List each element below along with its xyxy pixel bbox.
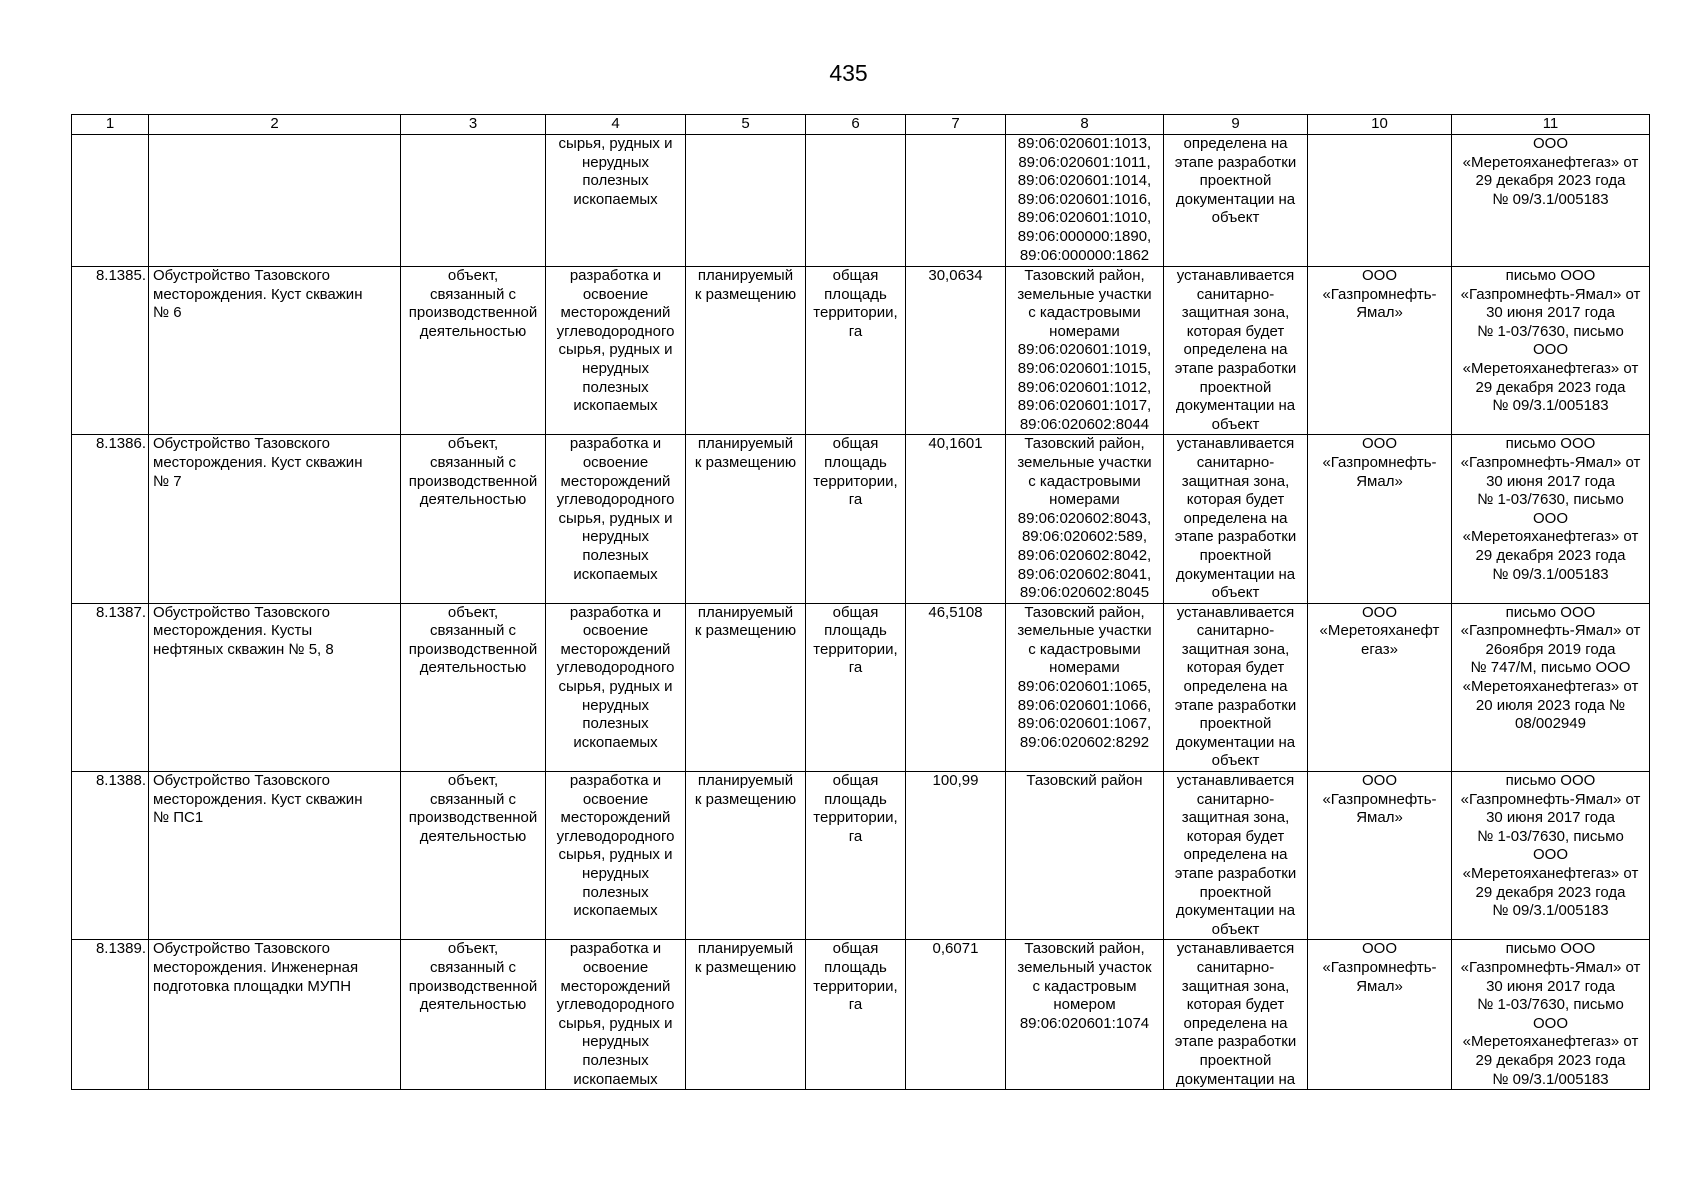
cell-location: Тазовский район, земельные участки с кадастровыми номерами 89:06:020601:1019, 89:06:020601:1015, 89:06:020601:1012, 89:06:020601:1017, 89:06:020602:8044 xyxy=(1006,267,1164,435)
cell-characteristic: общая площадь территории, га xyxy=(806,940,906,1090)
cell-characteristic xyxy=(806,135,906,267)
cell-characteristic: общая площадь территории, га xyxy=(806,267,906,435)
cell-value: 40,1601 xyxy=(906,435,1006,603)
cell-location: Тазовский район, земельный участок с кадастровым номером 89:06:020601:1074 xyxy=(1006,940,1164,1090)
cell-value: 30,0634 xyxy=(906,267,1006,435)
cell-basis: письмо ООО «Газпромнефть-Ямал» от 30 июня 2017 года № 1-03/7630, письмо ООО «Меретояханефтегаз» от 29 декабря 2023 года № 09/3.1/005183 xyxy=(1452,772,1650,940)
cell-basis: письмо ООО «Газпромнефть-Ямал» от 30 июня 2017 года № 1-03/7630, письмо ООО «Меретояханефтегаз» от 29 декабря 2023 года № 09/3.1/005183 xyxy=(1452,267,1650,435)
cell-zone: устанавливается санитарно- защитная зона, которая будет определена на этапе разработки проектной документации на xyxy=(1164,940,1308,1090)
register-table xyxy=(71,114,1650,1090)
cell-number: 8.1389. xyxy=(72,940,149,1090)
cell-zone: устанавливается санитарно- защитная зона, которая будет определена на этапе разработки проектной документации на объект xyxy=(1164,772,1308,940)
cell-zone: устанавливается санитарно- защитная зона, которая будет определена на этапе разработки проектной документации на объект xyxy=(1164,435,1308,603)
cell-object-type: объект, связанный с производственной деятельностью xyxy=(401,435,546,603)
cell-purpose: сырья, рудных и нерудных полезных ископаемых xyxy=(546,135,686,267)
table-row-continuation xyxy=(72,135,1650,267)
column-number-header-row xyxy=(72,115,1650,135)
cell-status: планируемый к размещению xyxy=(686,603,806,771)
cell-status: планируемый к размещению xyxy=(686,435,806,603)
cell-organization: ООО «Меретояханефт егаз» xyxy=(1308,603,1452,771)
cell-object-name: Обустройство Тазовского месторождения. Куст скважин № 6 xyxy=(149,267,401,435)
table-row xyxy=(72,940,1650,1090)
cell-basis: письмо ООО «Газпромнефть-Ямал» от 26оября 2019 года № 747/М, письмо ООО «Меретояханефтегаз» от 20 июля 2023 года № 08/002949 xyxy=(1452,603,1650,771)
cell-value: 46,5108 xyxy=(906,603,1006,771)
cell-number: 8.1386. xyxy=(72,435,149,603)
cell-organization: ООО «Газпромнефть- Ямал» xyxy=(1308,772,1452,940)
cell-status: планируемый к размещению xyxy=(686,267,806,435)
cell-value: 0,6071 xyxy=(906,940,1006,1090)
column-header: 6 xyxy=(806,115,906,135)
column-header: 1 xyxy=(72,115,149,135)
cell-value xyxy=(906,135,1006,267)
cell-status: планируемый к размещению xyxy=(686,772,806,940)
cell-number: 8.1385. xyxy=(72,267,149,435)
cell-organization: ООО «Газпромнефть- Ямал» xyxy=(1308,435,1452,603)
column-header: 4 xyxy=(546,115,686,135)
cell-organization xyxy=(1308,135,1452,267)
cell-organization: ООО «Газпромнефть- Ямал» xyxy=(1308,940,1452,1090)
cell-purpose: разработка и освоение месторождений углеводородного сырья, рудных и нерудных полезных ископаемых xyxy=(546,603,686,771)
cell-object-type xyxy=(401,135,546,267)
cell-zone: устанавливается санитарно- защитная зона, которая будет определена на этапе разработки проектной документации на объект xyxy=(1164,603,1308,771)
cell-zone: определена на этапе разработки проектной документации на объект xyxy=(1164,135,1308,267)
cell-object-name: Обустройство Тазовского месторождения. Инженерная подготовка площадки МУПН xyxy=(149,940,401,1090)
table-row xyxy=(72,772,1650,940)
column-header: 7 xyxy=(906,115,1006,135)
page-number: 435 xyxy=(829,60,868,86)
cell-object-name: Обустройство Тазовского месторождения. Куст скважин № 7 xyxy=(149,435,401,603)
cell-location: Тазовский район, земельные участки с кадастровыми номерами 89:06:020602:8043, 89:06:020602:589, 89:06:020602:8042, 89:06:020602:8041, 89:06:020602:8045 xyxy=(1006,435,1164,603)
cell-object-type: объект, связанный с производственной деятельностью xyxy=(401,603,546,771)
table-row xyxy=(72,603,1650,771)
cell-characteristic: общая площадь территории, га xyxy=(806,772,906,940)
cell-location: Тазовский район xyxy=(1006,772,1164,940)
cell-value: 100,99 xyxy=(906,772,1006,940)
cell-basis: письмо ООО «Газпромнефть-Ямал» от 30 июня 2017 года № 1-03/7630, письмо ООО «Меретояханефтегаз» от 29 декабря 2023 года № 09/3.1/005183 xyxy=(1452,940,1650,1090)
cell-number: 8.1388. xyxy=(72,772,149,940)
cell-status: планируемый к размещению xyxy=(686,940,806,1090)
cell-object-type: объект, связанный с производственной деятельностью xyxy=(401,772,546,940)
cell-characteristic: общая площадь территории, га xyxy=(806,435,906,603)
cell-purpose: разработка и освоение месторождений углеводородного сырья, рудных и нерудных полезных ископаемых xyxy=(546,772,686,940)
column-header: 5 xyxy=(686,115,806,135)
column-header: 11 xyxy=(1452,115,1650,135)
cell-zone: устанавливается санитарно- защитная зона, которая будет определена на этапе разработки проектной документации на объект xyxy=(1164,267,1308,435)
cell-purpose: разработка и освоение месторождений углеводородного сырья, рудных и нерудных полезных ископаемых xyxy=(546,435,686,603)
cell-organization: ООО «Газпромнефть- Ямал» xyxy=(1308,267,1452,435)
column-header: 10 xyxy=(1308,115,1452,135)
cell-number xyxy=(72,135,149,267)
cell-object-name xyxy=(149,135,401,267)
cell-object-type: объект, связанный с производственной деятельностью xyxy=(401,267,546,435)
cell-object-name: Обустройство Тазовского месторождения. Куст скважин № ПС1 xyxy=(149,772,401,940)
cell-characteristic: общая площадь территории, га xyxy=(806,603,906,771)
column-header: 8 xyxy=(1006,115,1164,135)
column-header: 2 xyxy=(149,115,401,135)
cell-status xyxy=(686,135,806,267)
cell-location: 89:06:020601:1013, 89:06:020601:1011, 89:06:020601:1014, 89:06:020601:1016, 89:06:020601:1010, 89:06:000000:1890, 89:06:000000:1862 xyxy=(1006,135,1164,267)
cell-purpose: разработка и освоение месторождений углеводородного сырья, рудных и нерудных полезных ископаемых xyxy=(546,940,686,1090)
column-header: 3 xyxy=(401,115,546,135)
cell-object-name: Обустройство Тазовского месторождения. Кусты нефтяных скважин № 5, 8 xyxy=(149,603,401,771)
table-row xyxy=(72,267,1650,435)
column-header: 9 xyxy=(1164,115,1308,135)
cell-basis: письмо ООО «Газпромнефть-Ямал» от 30 июня 2017 года № 1-03/7630, письмо ООО «Меретояханефтегаз» от 29 декабря 2023 года № 09/3.1/005183 xyxy=(1452,435,1650,603)
cell-object-type: объект, связанный с производственной деятельностью xyxy=(401,940,546,1090)
cell-location: Тазовский район, земельные участки с кадастровыми номерами 89:06:020601:1065, 89:06:020601:1066, 89:06:020601:1067, 89:06:020602:8292 xyxy=(1006,603,1164,771)
cell-purpose: разработка и освоение месторождений углеводородного сырья, рудных и нерудных полезных ископаемых xyxy=(546,267,686,435)
table-row xyxy=(72,435,1650,603)
cell-basis: ООО «Меретояханефтегаз» от 29 декабря 2023 года № 09/3.1/005183 xyxy=(1452,135,1650,267)
cell-number: 8.1387. xyxy=(72,603,149,771)
